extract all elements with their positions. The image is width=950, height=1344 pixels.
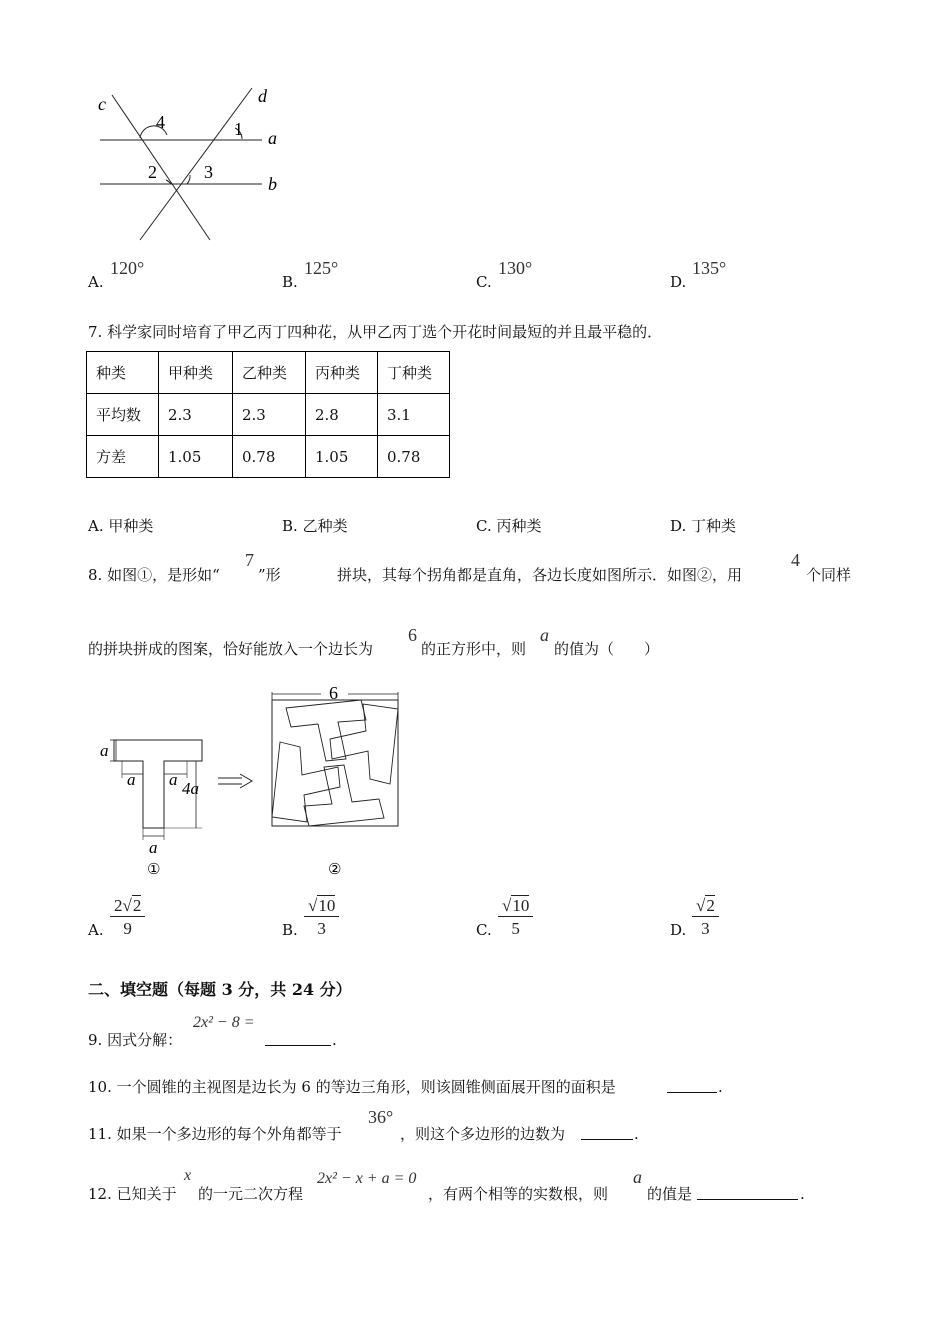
- q12-text: .: [800, 1185, 805, 1203]
- figure-1-caption: ①: [147, 860, 161, 878]
- label-a-top: a: [100, 741, 109, 760]
- option-letter: C.: [476, 921, 492, 939]
- table-cell: 丙种类: [306, 352, 378, 394]
- label-4a: 4a: [182, 779, 199, 798]
- option-value: 125°: [304, 258, 339, 278]
- option-text: 丁种类: [691, 517, 737, 535]
- outer-square: [272, 700, 398, 826]
- table-cell: 2.8: [306, 394, 378, 436]
- q10-text: 10. 一个圆锥的主视图是边长为 6 的等边三角形，则该圆锥侧面展开图的面积是: [88, 1078, 616, 1096]
- arrow-right-icon: [216, 773, 256, 789]
- table-cell: 1.05: [306, 436, 378, 478]
- q12-equation: 2x² − x + a = 0: [317, 1170, 417, 1187]
- radicand: 10: [318, 896, 336, 915]
- denominator: 5: [498, 916, 533, 939]
- table-cell: 种类: [87, 352, 159, 394]
- q12-text: 12. 已知关于: [88, 1185, 177, 1203]
- q9-text: 9. 因式分解：: [88, 1031, 183, 1049]
- label-six: 6: [329, 684, 338, 703]
- option-letter: A.: [88, 517, 104, 535]
- q8-glyph-7: 7: [245, 550, 254, 570]
- q12-variable: x: [184, 1167, 192, 1184]
- q11-text: ，则这个多边形的边数为: [400, 1125, 566, 1143]
- q8-text: 的值为（ ）: [554, 640, 660, 658]
- table-cell: 1.05: [159, 436, 233, 478]
- block-bottom: [304, 765, 384, 826]
- denominator: 3: [304, 916, 339, 939]
- table-cell: 0.78: [378, 436, 450, 478]
- table-cell: 甲种类: [159, 352, 233, 394]
- option-value: 135°: [692, 258, 727, 278]
- q8-figure-2: [266, 684, 406, 880]
- fraction: $\frac{√10}{3}$: [304, 896, 339, 939]
- q8-text: ”形: [258, 566, 281, 584]
- q7-stem: 7. 科学家同时培育了甲乙丙丁四种花，从甲乙丙丁选个开花时间最短的并且最平稳的．: [88, 323, 663, 341]
- q11-text: .: [634, 1125, 639, 1143]
- q8-number: 4: [791, 550, 800, 570]
- table-row: [87, 436, 450, 478]
- q7-option-d[interactable]: [670, 516, 736, 536]
- option-letter: D.: [670, 273, 687, 291]
- q10-answer-blank[interactable]: [667, 1076, 717, 1093]
- table-cell: 2.3: [159, 394, 233, 436]
- q8-text: 拼块，其每个拐角都是直角，各边长度如图所示．如图②，用: [337, 566, 743, 584]
- option-text: 丙种类: [496, 517, 542, 535]
- q11-text: 11. 如果一个多边形的每个外角都等于: [88, 1125, 342, 1143]
- radicand: 2: [132, 896, 142, 915]
- q9-answer-blank[interactable]: [265, 1029, 331, 1046]
- q12-answer-blank[interactable]: [697, 1183, 798, 1200]
- table-cell: 2.3: [233, 394, 306, 436]
- figure-2-caption: ②: [328, 860, 342, 878]
- q8-number: 6: [408, 625, 417, 645]
- label-c: c: [98, 94, 106, 114]
- fraction: $\frac{√2}{3}$: [692, 896, 719, 939]
- fraction: $\frac{√10}{5}$: [498, 896, 533, 939]
- option-text: 乙种类: [302, 517, 348, 535]
- denominator: 9: [110, 916, 145, 939]
- q8-text: 的拼块拼成的图案，恰好能放入一个边长为: [88, 640, 374, 658]
- label-a-left: a: [127, 770, 136, 789]
- option-letter: B.: [282, 921, 298, 939]
- denominator: 3: [692, 916, 719, 939]
- block-right: [330, 704, 398, 784]
- table-cell: 乙种类: [233, 352, 306, 394]
- radicand: 2: [706, 896, 715, 915]
- option-letter: B.: [282, 517, 298, 535]
- label-a-right: a: [169, 770, 178, 789]
- q7-table: [86, 351, 450, 478]
- q8-text: 的正方形中，则: [421, 640, 527, 658]
- table-header-row: [87, 352, 450, 394]
- table-cell: 平均数: [87, 394, 159, 436]
- q12-text: 的值是: [647, 1185, 693, 1203]
- q7-option-c[interactable]: [476, 516, 542, 536]
- coefficient: 2: [114, 896, 123, 915]
- table-cell: 丁种类: [378, 352, 450, 394]
- option-value: 120°: [110, 258, 145, 278]
- table-row: [87, 394, 450, 436]
- table-cell: 方差: [87, 436, 159, 478]
- radicand: 10: [512, 896, 530, 915]
- q7-option-b[interactable]: [282, 516, 348, 536]
- label-a-bottom: a: [149, 838, 158, 857]
- q10-text: .: [718, 1078, 723, 1096]
- q12-variable: a: [633, 1167, 642, 1187]
- q7-option-a[interactable]: [88, 516, 153, 536]
- q8-text: 个同样: [806, 566, 852, 584]
- block-left: [272, 742, 340, 822]
- option-value: 130°: [498, 258, 533, 278]
- fraction: $\frac{2√2}{9}$: [110, 896, 145, 939]
- table-cell: 0.78: [233, 436, 306, 478]
- q8-variable: a: [540, 625, 549, 645]
- option-letter: C.: [476, 273, 492, 291]
- label-d: d: [258, 86, 267, 106]
- label-1: 1: [234, 119, 243, 139]
- table-cell: 3.1: [378, 394, 450, 436]
- q9-expression: 2x² − 8 =: [193, 1014, 255, 1031]
- option-letter: D.: [670, 921, 687, 939]
- q8-text: 8. 如图①，是形如“: [88, 566, 220, 584]
- option-letter: A.: [88, 273, 104, 291]
- label-4: 4: [156, 112, 165, 132]
- label-2: 2: [148, 162, 157, 182]
- label-b: b: [268, 174, 277, 194]
- q11-degree: 36°: [368, 1107, 394, 1127]
- q6-angle-figure: [90, 80, 300, 250]
- option-letter: C.: [476, 517, 492, 535]
- q11-answer-blank[interactable]: [581, 1123, 633, 1140]
- block-top: [286, 700, 366, 761]
- option-text: 甲种类: [108, 517, 154, 535]
- option-letter: B.: [282, 273, 298, 291]
- q12-text: 的一元二次方程: [198, 1185, 304, 1203]
- label-a: a: [268, 128, 277, 148]
- label-3: 3: [204, 162, 213, 182]
- q9-text: .: [332, 1031, 337, 1049]
- section-title: 二、填空题（每题 3 分，共 24 分）: [88, 980, 352, 999]
- q12-text: ，有两个相等的实数根，则: [428, 1185, 609, 1203]
- q8-figure-1: [92, 728, 212, 888]
- option-letter: A.: [88, 921, 104, 939]
- option-letter: D.: [670, 517, 687, 535]
